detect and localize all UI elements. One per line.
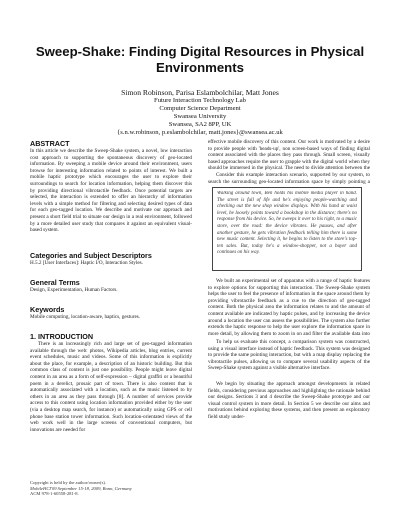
author-university: Swansea University [173,113,227,120]
system-paragraph: We built an experimental set of apparatus with a range of haptic features to explore options for supporting this interaction. The Sweep-Shake system helps the user to feel the presence of information in the space around them by providing vibrotactile feedback as a cue to the direction of geo-tagged content. Both the physical area the information relates to and the amount of content available are indicated by haptic pulses, and by increasing the device around a location the user can assess the possibilities. The system also further extends the haptic response to help the user explore the information space in more detail, by allowing them to zoom in on and filter the available data into [208,278,370,337]
venue-line: MobileHCI'09 September 15-18, 2009, Bonn, Germany [30,485,132,491]
categories-text: H.5.2 [User Interfaces]: Haptic I/O, Interaction Styles. [30,260,143,266]
outline-paragraph: We begin by situating the approach amongst developments in related fields, considering previous approaches and highlighting the rationale behind our designs. Sections 3 and 4 describe the Sweep-Shake prototype and our visual control system in more detail. In Section 5 we describe our aims and motivations behind exploring these systems, and then present an exploratory field study under- [208,381,370,420]
author-block [60,88,340,137]
categories-section [30,251,192,267]
author-names: Simon Robinson, Parisa Eslambolchilar, Matt Jones [121,88,279,97]
scenario-text: Walking around town, Ben holds his mobile media player in hand. The street is full of life and he's enjoying people-watching and checking out the new shop window displays. With his hand at waist level, he loosely points toward a bookshop in the distance; there's no response from his device. So, he sweeps it over to his right, to a music store, over the road: the device vibrates. He pauses, and after another gesture, he gets vibration feedback telling him there is some new music content. Selecting it, he begins to listen to the store's top-ten sales. But, today he's a window-shopper, not a buyer and continues on his way. [217,191,357,256]
isbn-line: ACM 978-1-60558-281-8. [30,491,79,497]
paper-title: Sweep-Shake: Finding Digital Resources in Physical Environments [35,44,365,75]
categories-heading: Categories and Subject Descriptors [30,251,152,260]
abstract-text: In this article we describe the Sweep-Shake system, a novel, low interaction cost approach to supporting the spontaneous discovery of geo-located information. By sweeping a mobile device around their environment, users browse for interesting information related to points of interest. We built a mobile haptic prototype which encourages the user to explore their surroundings to search for location information, helping them discover this by providing directional vibrotactile feedback. Once potential targets are selected, the interaction is extended to offer an hierarchy of information levels with a simple method for filtering and selecting desired types of data for each geo-tagged location. We describe and motivate our approach and present a short field trial to situate our design in a real environment, followed by a more detailed user study that compares it against an equivalent visual-based system. [30,148,192,234]
author-lab: Future Interaction Technology Lab [154,97,246,104]
general-terms-section [30,278,192,294]
author-address: Swansea, SA2 8PP, UK [168,121,232,128]
introduction-heading: 1. INTRODUCTION [30,332,94,341]
system-description [208,278,370,427]
general-terms-heading: General Terms [30,278,80,287]
introduction-text: There is an increasingly rich and large set of geo-tagged information available through the web: photos, Wikipedia articles, blog entries, current event schedules, music and videos. Some of this information is explicitly about the place, for example, a description of an historic building. But this common class of content is just one possibility. People might leave digital content in an area as a form of self-expression – digital graffiti or a beautiful poem in a derelict, prosaic part of town. There is also content that is automatically associated with a location, such as the music listened to by others in an area as they pass through [8]. A number of services provide access to this content using location information provided either by the user (via a desktop map search, for instance) or automatically using GPS or cell phone base station tower information. Such location-orientated views of the web work well in the large screens of conventional computers, but innovations are needed for [30,341,192,433]
introduction-section [30,332,192,473]
author-email: {s.n.w.robinson, p.eslambolchilar, matt.jones}@swansea.ac.uk [117,129,283,136]
keywords-section [30,305,192,321]
scenario-box [212,187,362,271]
abstract-heading: ABSTRACT [30,139,70,148]
scenario-intro-paragraph: Consider this example interaction scenario, supported by our system, to search the surrounding geo-located information space by simply pointing a [208,172,370,185]
copyright-notice [30,480,192,497]
intro-paragraph-continued: effective mobile discovery of this content. Our work is motivated by a desire to provide people with 'heads-up', non screen-based ways of finding digital content associated with the places they pass through. Small screen, visually based approaches require the user to grapple with the digital world when they should be immersed in the physical. The need to divide attention between the [208,139,370,172]
abstract-section [30,139,192,234]
keywords-text: Mobile computing, location-aware, haptics, gestures. [30,314,141,320]
copyright-line: Copyright is held by the author/owner(s). [30,480,107,485]
intro-continued [208,139,370,185]
general-terms-text: Design, Experimentation, Human Factors. [30,287,118,293]
keywords-heading: Keywords [30,305,65,314]
comparison-paragraph: To help us evaluate this concept, a comparison system was constructed, using a visual interface instead of haptic feedback. This system was designed to provide the same pointing interaction, but with a map display replacing the vibrotactile pulses, allowing us to compare several usability aspects of the Sweep-Shake system against a visible alternative interface. [208,339,370,372]
author-department: Computer Science Department [159,105,241,112]
